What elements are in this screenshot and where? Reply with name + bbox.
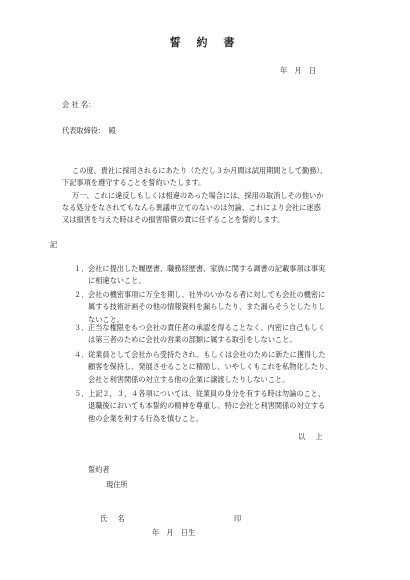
document-date: 年 月 日 bbox=[280, 66, 316, 75]
closing-mark: 以 上 bbox=[298, 432, 323, 441]
item-line: 他の企業を利する行為を慎むこと。 bbox=[88, 413, 204, 423]
item-line: 属する技術計画その他の情報資料を漏らしたり、また漏らそうとしたりし bbox=[88, 302, 326, 312]
item-number: ３． bbox=[74, 323, 89, 332]
paragraph1-line: 下記事項を遵守することを誓約いたします。 bbox=[62, 178, 206, 187]
item-line: 会社の機密事項に万全を期し、社外のいかなる者に対しても会社の機密に bbox=[88, 290, 326, 299]
ki-heading: 記 bbox=[50, 240, 58, 249]
item-line: ないこと。 bbox=[88, 314, 124, 324]
item-number: １． bbox=[74, 264, 89, 273]
paragraph2-line: なる処分をなされてもなんら異議申立てのないのは勿論、これにより会社に迷惑 bbox=[62, 203, 321, 212]
item-line: 会社に提出した履歴書、職務経歴書、家族に関する調書の記載事項は事実 bbox=[88, 264, 326, 273]
document-title: 誓 約 書 bbox=[169, 36, 241, 49]
item-number: ５． bbox=[74, 389, 89, 398]
item-number: ４． bbox=[74, 350, 89, 359]
item-line: 従業員として会社から受持たされ、もしくは会社のために新たに獲得した bbox=[88, 350, 326, 359]
item-line: 正当な権限をもつ会社の責任者の承認を得ることなく、内密に自己もしく bbox=[88, 323, 326, 332]
item-line: 上記２，３，４各項については、従業員の身分を有する時は勿論のこと、 bbox=[88, 389, 326, 398]
signer-label: 誓約者 bbox=[88, 465, 110, 474]
item-line: 顧客を保持し、発展させることに精励し、いやしくもこれを私物化したり、 bbox=[88, 362, 333, 372]
paragraph1-line: この度、貴社に採用されるにあたり（ただし３か月間は試用期間として勤務）、 bbox=[72, 166, 328, 175]
company-name-label: 会 社 名： bbox=[62, 100, 96, 109]
paragraph2-line: 万一、これに違反しもしくは相違のあった場合には、採用の取消しその他いか bbox=[72, 191, 324, 200]
item-line: に相違ないこと。 bbox=[88, 276, 146, 286]
item-line: 退職後においても本誓約の精神を尊重し、特に会社と利害関係の対立する bbox=[88, 401, 326, 411]
birthdate-label: 年 月 日生 bbox=[152, 528, 196, 537]
item-line: は第三者のために会社の営業の部類に属する取引をしないこと。 bbox=[88, 335, 297, 345]
representative-label: 代表取締役： 殿 bbox=[62, 126, 116, 135]
seal-mark: 印 bbox=[234, 514, 242, 523]
paragraph2-line: 又は損害を与えた時はその損害賠償の責に任ずることを誓約します。 bbox=[62, 215, 285, 224]
item-number: ２． bbox=[74, 290, 89, 299]
item-line: 会社と利害関係の対立する他の企業に譲渡したりしないこと。 bbox=[88, 374, 290, 384]
name-label: 氏 名 bbox=[100, 514, 125, 523]
address-label: 現住所 bbox=[106, 480, 128, 489]
